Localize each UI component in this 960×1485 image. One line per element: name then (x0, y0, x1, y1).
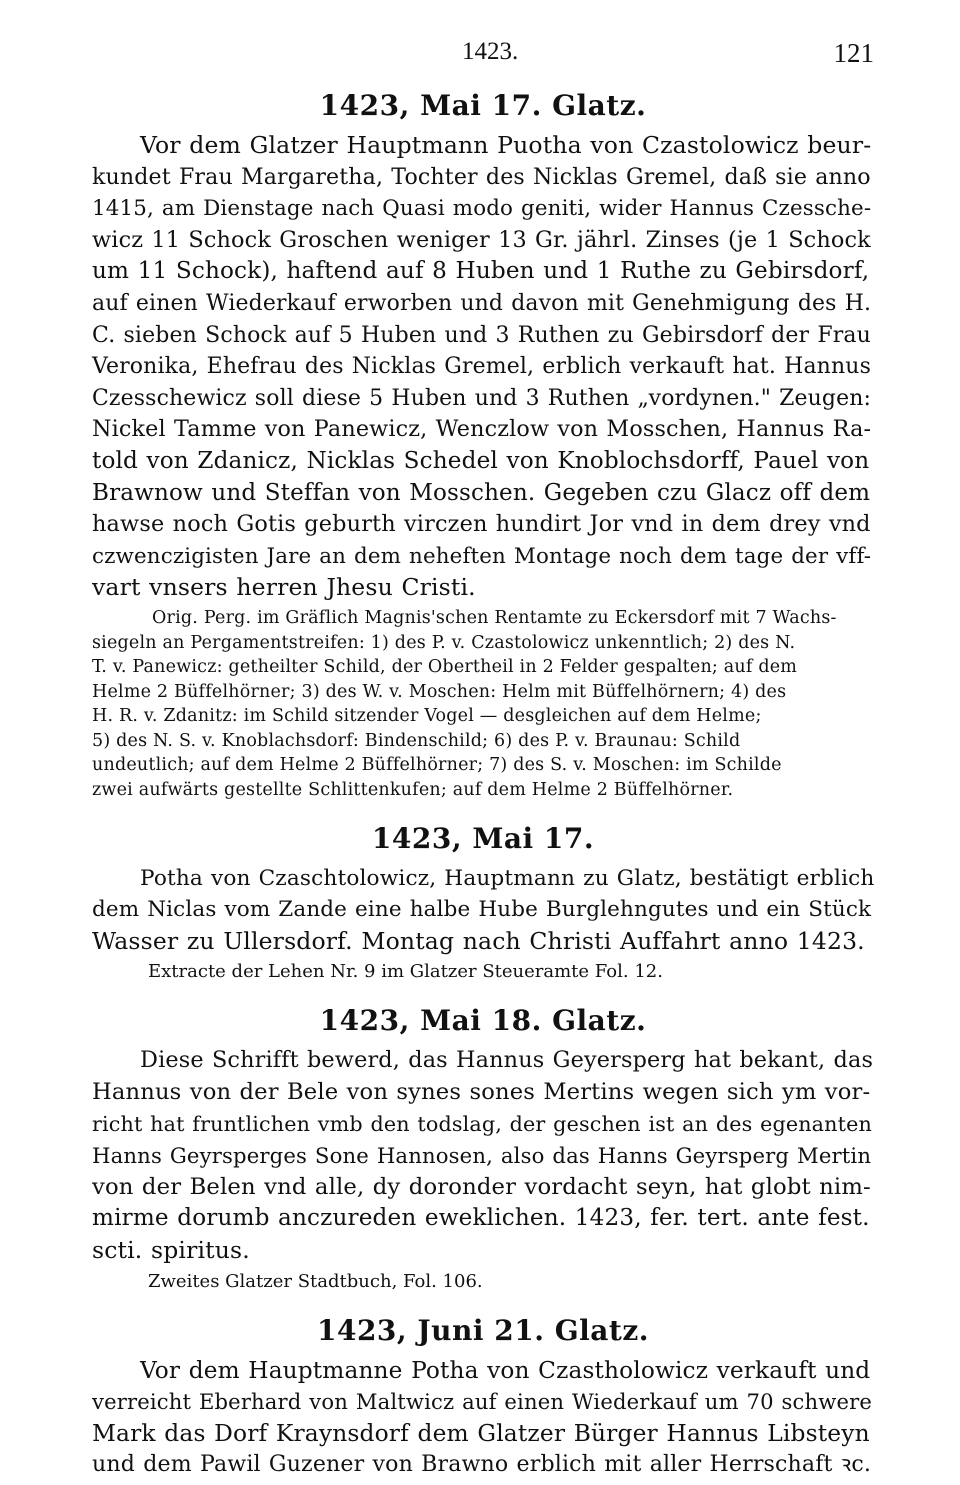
text-line: verreicht Eberhard von Maltwicz auf einen Wiederkauf um 70 schwere (92, 1389, 872, 1415)
text-line: von der Belen vnd alle, dy doronder vordacht seyn, hat globt nim- (92, 1173, 871, 1200)
source-note (92, 606, 874, 803)
text-line: richt hat fruntlichen vmb den todslag, der geschen ist an des egenanten (92, 1111, 872, 1136)
text-line: um 11 Schock), haftend auf 8 Huben und 1 Ruthe zu Gebirsdorf, (92, 258, 870, 285)
entry-text (92, 863, 874, 958)
running-head-year: 1423. (462, 38, 519, 65)
page-number: 121 (833, 38, 874, 68)
text-line: wicz 11 Schock Groschen weniger 13 Gr. jährl. Zinses (je 1 Schock (92, 226, 871, 253)
note-line: undeutlich; auf dem Helme 2 Büffelhörner; 7) des S. v. Moschen: im Schilde (92, 755, 782, 776)
text-line: Hanns Geyrsperges Sone Hannosen, also das Hanns Geyrsperg Mertin (92, 1143, 872, 1169)
text-line: und dem Pawil Guzener von Brawno erblich mit aller Herrschaft ꝛc. (92, 1452, 872, 1478)
note-line: T. v. Panewicz: getheilter Schild, der Obertheil in 2 Felder gespalten; auf dem (92, 657, 798, 678)
text-line: auf einen Wiederkauf erworben und davon mit Genehmigung des H. (92, 290, 872, 316)
entry-heading: 1423, Juni 21. Glatz. (316, 1313, 649, 1347)
text-line: kundet Frau Margaretha, Tochter des Nicklas Gremel, daß sie anno (92, 164, 871, 190)
text-line: Vor dem Glatzer Hauptmann Puotha von Czastolowicz beur- (140, 131, 872, 159)
note-line: siegeln an Pergamentstreifen: 1) des P. v. Czastolowicz unkenntlich; 2) des N. (92, 632, 796, 653)
note-line: H. R. v. Zdanitz: im Schild sitzender Vogel — desgleichen auf dem Helme; (92, 706, 762, 727)
text-line: Czesschewicz soll diese 5 Huben und 3 Ruthen „vordynen." Zeugen: (92, 385, 872, 411)
text-line: Potha von Czaschtolowicz, Hauptmann zu Glatz, bestätigt erblich (140, 865, 875, 891)
entry-heading: 1423, Mai 18. Glatz. (319, 1004, 647, 1038)
entry-heading: 1423, Mai 17. Glatz. (319, 89, 647, 122)
text-line: vart vnsers herren Jhesu Cristi. (92, 573, 476, 602)
entry-text (92, 1355, 874, 1481)
note-line: zwei aufwärts gestellte Schlittenkufen; auf dem Helme 2 Büffelhörner. (92, 780, 734, 801)
entry-4 (92, 1313, 874, 1481)
text-line: 1415, am Dienstage nach Quasi modo geniti, wider Hannus Czessche- (92, 196, 872, 222)
text-line: czwenczigisten Jare an dem neheften Montage noch dem tage der vff- (92, 543, 872, 569)
entry-text (92, 130, 874, 604)
text-line: Mark das Dorf Kraynsdorf dem Glatzer Bürger Hannus Libsteyn (92, 1418, 870, 1447)
source-note: Extracte der Lehen Nr. 9 im Glatzer Steueramte Fol. 12. (148, 961, 663, 983)
entry-heading: 1423, Mai 17. (371, 821, 595, 855)
entry-3 (92, 1003, 874, 1294)
entry-text (92, 1045, 874, 1266)
note-line: Orig. Perg. im Gräflich Magnis'schen Rentamte zu Eckersdorf mit 7 Wachs- (152, 607, 837, 628)
text-line: dem Niclas vom Zande eine halbe Hube Burglehngutes und ein Stück (92, 897, 872, 923)
entry-1 (92, 88, 874, 803)
text-line: C. sieben Schock auf 5 Huben und 3 Ruthen zu Gebirsdorf der Frau (92, 322, 871, 348)
note-line: Helme 2 Büffelhörner; 3) des W. v. Moschen: Helm mit Büffelhörnern; 4) des (92, 681, 787, 702)
text-line: hawse noch Gotis geburth virczen hundirt Jor vnd in dem drey vnd (92, 511, 871, 538)
text-line: scti. spiritus. (92, 1236, 250, 1264)
text-line: Hannus von der Bele von synes sones Mertins wegen sich ym vor- (92, 1079, 871, 1106)
text-line: Vor dem Hauptmanne Potha von Czastholowicz verkauft und (140, 1356, 871, 1384)
text-line: Brawnow und Steffan von Mosschen. Gegeben czu Glacz off dem (92, 479, 871, 506)
text-line: Veronika, Ehefrau des Nicklas Gremel, erblich verkauft hat. Hannus (92, 354, 872, 380)
text-line: mirme dorumb anczureden eweklichen. 1423, fer. tert. ante fest. (92, 1205, 870, 1232)
text-line: Diese Schrifft bewerd, das Hannus Geyersperg hat bekant, das (140, 1047, 874, 1074)
running-head (92, 34, 874, 74)
source-note: Zweites Glatzer Stadtbuch, Fol. 106. (148, 1270, 483, 1292)
text-line: told von Zdanicz, Nicklas Schedel von Knoblochsdorff, Pauel von (92, 447, 870, 474)
entry-2 (92, 821, 874, 986)
text-line: Nickel Tamme von Panewicz, Wenczlow von Mosschen, Hannus Ra- (92, 416, 872, 443)
text-line: Wasser zu Ullersdorf. Montag nach Christi Auffahrt anno 1423. (92, 926, 865, 955)
note-line: 5) des N. S. v. Knoblachsdorf: Bindenschild; 6) des P. v. Braunau: Schild (92, 730, 741, 751)
